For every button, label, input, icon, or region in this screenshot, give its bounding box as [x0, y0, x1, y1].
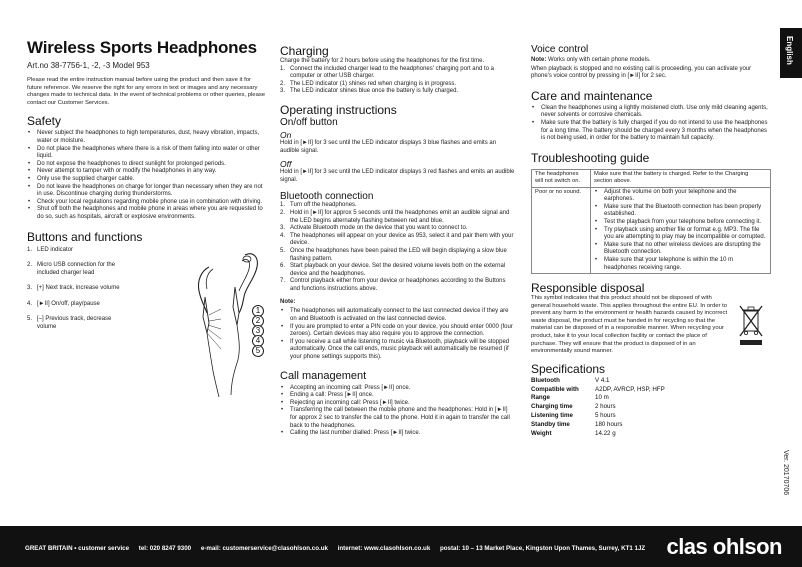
list-item: • The headphones will automatically connect to the last connected device if they are on and Bluetooth is activated on the last connected device. — [280, 308, 515, 323]
table-row — [532, 187, 771, 274]
spec-row — [531, 377, 771, 386]
list-item: • If you receive a call while listening to music via Bluetooth, playback will be stopped automatically. Once the call ends, music playback will automatically be resumed (if your phone settings supports this). — [280, 339, 515, 362]
bluetooth-note-label: Note: — [280, 299, 296, 306]
list-item: • Adjust the volume on both your telephone and the earphones. — [594, 189, 767, 204]
list-item: • Shut off both the headphones and mobile phone in areas where you are requested to do so, such as hospitals, aircraft or explosive environments. — [27, 206, 267, 221]
list-number: 4. — [27, 300, 33, 307]
list-text: [►II] On/off, play/pause — [37, 300, 100, 307]
list-text: Hold in [►II] for approx 5 seconds until the headphones emit an audible signal and the LED begins alternately flashing between red and blue. — [290, 209, 510, 224]
spec-key: Charging time — [531, 403, 573, 411]
spec-row — [531, 394, 771, 403]
list-item — [280, 263, 515, 278]
spec-row — [531, 430, 771, 439]
list-item — [27, 301, 132, 309]
charging-text: Charge the battery for 2 hours before using the headphones for the first time. — [280, 58, 485, 64]
list-number: 1. — [280, 65, 286, 72]
list-item: • Never attempt to tamper with or modify the headphones in any way. — [27, 168, 267, 176]
callout-4: 4 — [252, 335, 264, 347]
bluetooth-list — [280, 202, 515, 293]
list-number: 1. — [280, 202, 286, 209]
list-item — [280, 278, 515, 293]
buttons-list — [27, 247, 132, 332]
list-text: Turn off the headphones. — [290, 202, 357, 209]
list-item — [280, 88, 515, 96]
care-heading: Care and maintenance — [531, 88, 653, 103]
spec-value: 5 hours — [595, 412, 616, 420]
column-1 — [27, 38, 267, 367]
footer-email: e-mail: customerservice@clasohlson.co.uk — [200, 545, 328, 552]
spec-key: Bluetooth — [531, 376, 560, 384]
list-item — [27, 262, 132, 277]
list-number: 2. — [27, 262, 33, 269]
list-item — [27, 285, 132, 293]
list-item: • Do not place the headphones where there is a risk of them falling into water or other liquid. — [27, 146, 267, 161]
troubleshooting-heading: Troubleshooting guide — [531, 150, 650, 165]
page-title: Wireless Sports Headphones — [27, 38, 257, 57]
list-number: 1. — [27, 246, 33, 253]
safety-heading: Safety — [27, 114, 62, 129]
footer-postal: postal: 10 – 13 Market Place, Kingston Upon Thames, Surrey, KT1 1JZ — [440, 545, 646, 552]
footer-region: GREAT BRITAIN • customer service — [25, 545, 130, 552]
list-item: • Only use the supplied charger cable. — [27, 176, 267, 184]
list-item: • Test the playback from your telephone before connecting it. — [594, 219, 767, 227]
list-text: [–] Previous track, decrease volume — [37, 316, 112, 331]
list-item — [27, 316, 132, 331]
list-item: • Make sure that the battery is fully charged if you do not intend to use the headphones for a long time. The battery should be charged every 3 months when the headphones is not being used, in order for the battery to maintain full capacity. — [531, 120, 771, 143]
list-number: 2. — [280, 209, 286, 216]
column-2 — [280, 44, 515, 438]
list-text: [+] Next track, increase volume — [37, 285, 120, 292]
spec-value: 14.22 g — [595, 429, 616, 437]
spec-row — [531, 386, 771, 395]
list-text: Micro USB connection for the included charger lead — [37, 262, 116, 276]
list-item — [280, 233, 515, 248]
list-text: Connect the included charger lead to the headphones' charging port and to a computer or other USB charger. — [290, 65, 494, 80]
call-list — [280, 385, 515, 438]
list-item — [280, 66, 515, 81]
specs-heading: Specifications — [531, 361, 606, 376]
list-item: • Ending a call: Press [►II] once. — [280, 392, 515, 400]
care-list — [531, 105, 771, 143]
solution-cell: Make sure that the battery is charged. Refer to the Charging section above. — [591, 169, 771, 187]
list-number: 3. — [280, 88, 286, 95]
list-number: 4. — [280, 232, 286, 239]
table-row — [532, 169, 771, 187]
footer — [0, 526, 802, 567]
list-number: 7. — [280, 278, 286, 285]
safety-list — [27, 130, 267, 221]
spec-value: 2 hours — [595, 403, 616, 411]
voice-note-label: Note: — [531, 57, 547, 63]
list-item — [280, 225, 515, 233]
list-item: • Make sure that no other wireless devices are disrupting the Bluetooth connection. — [594, 242, 767, 257]
callout-3: 3 — [252, 325, 264, 337]
list-item: • Do not expose the headphones to direct sunlight for prolonged periods. — [27, 161, 267, 169]
list-number: 3. — [27, 285, 33, 292]
list-item: • Clean the headphones using a lightly moistened cloth. Use only mild cleaning agents, never solvents or corrosive chemicals. — [531, 105, 771, 120]
spec-key: Listening time — [531, 412, 573, 420]
spec-row — [531, 412, 771, 421]
operating-heading: Operating instructions — [280, 102, 397, 117]
bluetooth-notes — [280, 308, 515, 361]
footer-tel: tel: 020 8247 9300 — [138, 545, 192, 552]
brand-logo: clas ohlson — [666, 534, 782, 559]
list-number: 5. — [27, 316, 33, 323]
list-text: Start playback on your device. Set the desired volume levels both on the external device and the headphones. — [290, 263, 506, 277]
spec-key: Range — [531, 394, 550, 402]
list-item — [280, 210, 515, 225]
buttons-heading: Buttons and functions — [27, 229, 143, 244]
list-item — [27, 247, 132, 255]
on-text: Hold in [►II] for 3 sec until the LED indicator displays 3 blue flashes and emits an audible signal. — [280, 139, 497, 154]
disposal-text: This symbol indicates that this product should not be disposed of with general household waste. This applies throughout the entire EU. In order to prevent any harm to the environment or health hazards caused by incorrect waste disposal, the product must be handed in for recycling so that the material can be disposed of in a responsible manner. When recycling your product, take it to your local collection facility or contact the place of purchase. They will ensure that the product is disposed of in an environmentally sound manner. — [531, 295, 728, 355]
callout-1: 1 — [252, 305, 264, 317]
list-number: 5. — [280, 247, 286, 254]
list-text: LED indicator — [37, 246, 74, 253]
list-item: • Transferring the call between the mobile phone and the headphones: Hold in [►II] for approx 2 sec to transfer the call to the phone. Hold it in again to transfer the call back to the headphones. — [280, 407, 515, 430]
intro-text: Please read the entire instruction manual before using the product and then save it for future reference. We reserve the right for any errors in text or images and any necessary changes made to technical data. In the event of technical problems or other queries, please contact our Customer Services. — [27, 77, 266, 106]
list-text: Once the headphones have been paired the LED will begin displaying a slow blue flashing pattern. — [290, 247, 507, 262]
list-number: 6. — [280, 263, 286, 270]
list-item: • Do not leave the headphones on charge for longer than necessary when they are not in use. Discontinue charging during thunderstorms. — [27, 184, 267, 199]
problem-cell: The headphones will not switch on. — [532, 169, 591, 187]
voice-heading: Voice control — [531, 44, 589, 55]
spec-key: Compatible with — [531, 385, 579, 393]
spec-key: Weight — [531, 429, 552, 437]
list-number: 3. — [280, 225, 286, 232]
language-tab: English — [780, 28, 802, 78]
onoff-heading: On/off button — [280, 116, 338, 128]
spec-key: Standby time — [531, 420, 570, 428]
list-text: The headphones will appear on your device as 953, select it and pair them with your device. — [290, 232, 514, 247]
footer-contact — [25, 545, 653, 552]
call-heading: Call management — [280, 369, 367, 382]
list-text: Activate Bluetooth mode on the device that you want to connect to. — [290, 225, 468, 232]
charging-list — [280, 66, 515, 96]
list-item: • Accepting an incoming call: Press [►II] once. — [280, 385, 515, 393]
off-text: Hold in [►II] for 3 sec until the LED indicator displays 3 red flashes and emits an audible signal. — [280, 169, 515, 183]
list-item: • Rejecting an incoming call: Press [►II] twice. — [280, 400, 515, 408]
problem-cell: Poor or no sound. — [532, 187, 591, 274]
callout-2: 2 — [252, 315, 264, 327]
list-number: 2. — [280, 80, 286, 87]
column-3 — [531, 44, 771, 438]
voice-text: When playback is stopped and no existing call is proceeding, you can activate your phone's voice control by pressing in [►II] for 2 sec. — [531, 65, 752, 80]
bluetooth-heading: Bluetooth connection — [280, 191, 374, 203]
list-item: • If you are prompted to enter a PIN code on your device, you should enter 0000 (four zeroes). Certain devices may also require you to approve the connection. — [280, 324, 515, 339]
list-item: • Calling the last number dialled: Press [►II] twice. — [280, 430, 515, 438]
callout-5: 5 — [252, 345, 264, 357]
charging-heading: Charging — [280, 44, 329, 58]
list-item — [280, 202, 515, 210]
specs-list — [531, 377, 771, 439]
list-item — [280, 248, 515, 263]
off-label: Off — [280, 159, 292, 170]
voice-note: Works only with certain phone models. — [548, 57, 651, 63]
list-text: Control playback either from your device or headphones according to the Buttons and functions instructions above. — [290, 278, 506, 292]
list-item: • Make sure that your telephone is within the 10 m headphones receiving range. — [594, 257, 767, 272]
disposal-heading: Responsible disposal — [531, 281, 645, 296]
list-item: • Never subject the headphones to high temperatures, dust, heavy vibration, impacts, water or moisture. — [27, 130, 267, 145]
spec-value: 10 m — [595, 394, 609, 402]
solution-cell — [591, 187, 771, 274]
spec-value: V 4.1 — [595, 376, 610, 384]
version-label: Ver. 20170706 — [782, 450, 789, 496]
list-item: • Check your local regulations regarding mobile phone use in combination with driving. — [27, 199, 267, 207]
on-label: On — [280, 129, 292, 140]
weee-bin-icon — [735, 301, 767, 351]
list-item — [280, 81, 515, 89]
spec-row — [531, 421, 771, 430]
art-number: Art.no 38-7756-1, -2, -3 Model 953 — [27, 61, 150, 70]
spec-row — [531, 403, 771, 412]
spec-value: 180 hours — [595, 420, 623, 428]
solution-list — [594, 189, 767, 273]
spec-value: A2DP, AVRCP, HSP, HFP — [595, 385, 665, 393]
troubleshooting-table — [531, 169, 771, 274]
list-item: • Make sure that the Bluetooth connection has been properly established. — [594, 204, 767, 219]
list-item: • Try playback using another file or format e.g. MP3. The file you are attempting to play may be incompatible or corrupted. — [594, 227, 767, 242]
footer-internet: internet: www.clasohlson.co.uk — [337, 545, 431, 552]
list-text: The LED indicator (1) shines red when charging is in progress. — [290, 80, 457, 87]
list-text: The LED indicator shines blue once the battery is fully charged. — [290, 88, 459, 95]
